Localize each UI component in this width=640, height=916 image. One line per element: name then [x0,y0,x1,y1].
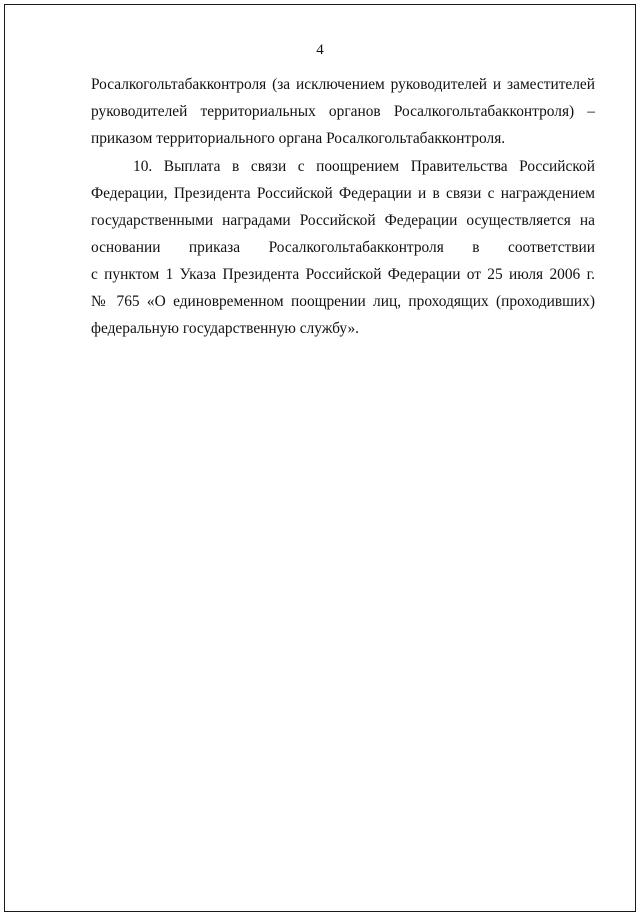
paragraph-line: федеральную государственную службу». [91,320,359,337]
paragraph-line: Федерации, Президента Российской Федерации и в связи с награждением [91,185,595,202]
paragraph-line: Росалкогольтабакконтроля (за исключением руководителей и заместителей [91,76,595,93]
paragraph-line: руководителей территориальных органов Росалкогольтабакконтроля) – [91,103,595,120]
document-page [4,4,636,912]
paragraph-line: государственными наградами Российской Федерации осуществляется на [91,212,595,229]
page-number: 4 [316,42,324,58]
paragraph-line: приказом территориального органа Росалкогольтабакконтроля. [91,130,506,147]
paragraph-line: № 765 «О единовременном поощрении лиц, проходящих (проходивших) [91,293,595,310]
paragraph-line: 10. Выплата в связи с поощрением Правительства Российской [133,158,595,175]
paragraph-line: с пунктом 1 Указа Президента Российской Федерации от 25 июля 2006 г. [91,266,595,283]
paragraph-line: основании приказа Росалкогольтабакконтроля в соответствии [91,239,595,256]
